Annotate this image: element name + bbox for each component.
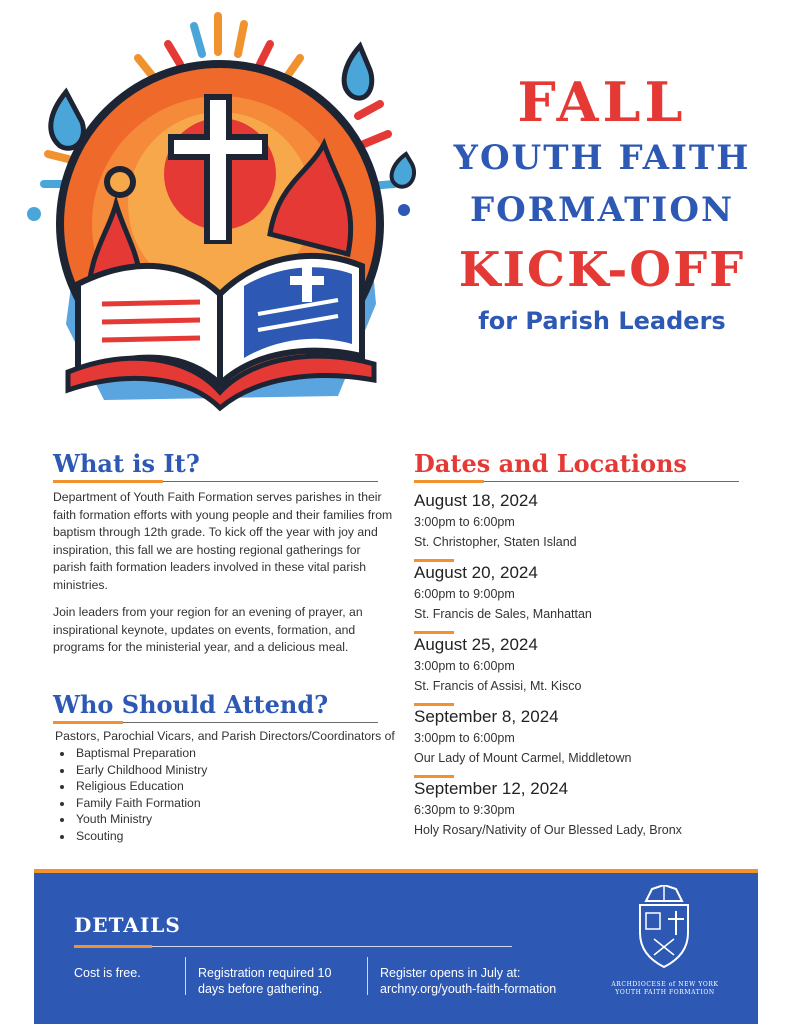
event-location: Holy Rosary/Nativity of Our Blessed Lady, Bronx [414, 823, 682, 837]
what-accent [53, 480, 163, 483]
list-item: • Religious Education [74, 778, 207, 795]
event-time: 3:00pm to 6:00pm [414, 659, 515, 673]
event-time: 3:00pm to 6:00pm [414, 515, 515, 529]
event-item [414, 706, 754, 778]
event-date: August 20, 2024 [414, 563, 538, 582]
event-item [414, 490, 754, 562]
who-should-attend-heading: Who Should Attend? [53, 690, 329, 719]
event-date: August 18, 2024 [414, 491, 538, 510]
list-item: • Family Faith Formation [74, 795, 207, 812]
list-item: • Scouting [74, 828, 207, 845]
what-paragraph-2: Join leaders from your region for an evening of prayer, an inspirational keynote, updates on events, formation, and programs for the ministerial year, and a delicious meal. [53, 605, 363, 654]
registration-line-2: days before gathering. [198, 982, 323, 996]
event-date: August 25, 2024 [414, 635, 538, 654]
what-paragraph-1: Department of Youth Faith Formation serves parishes in their faith formation efforts with young people and their families from baptism through 12th grade. To kick off the year with joy and inspiration, this fall we are hosting regional gatherings for parish faith formation leaders involved in these vital parish ministries. [53, 490, 393, 592]
attend-accent [53, 721, 123, 724]
event-title [432, 72, 772, 340]
what-is-it-heading: What is It? [53, 449, 200, 478]
list-item: • Youth Ministry [74, 811, 207, 828]
event-location: Our Lady of Mount Carmel, Middletown [414, 751, 632, 765]
title-fall: FALL [517, 70, 687, 134]
event-item [414, 634, 754, 706]
footer-divider [367, 957, 368, 995]
event-time: 3:00pm to 6:00pm [414, 731, 515, 745]
event-time: 6:30pm to 9:30pm [414, 803, 515, 817]
title-kick-off: KICK-OFF [458, 242, 746, 298]
attend-intro: Pastors, Parochial Vicars, and Parish Directors/Coordinators of [55, 729, 395, 743]
title-for-parish-leaders: for Parish Leaders [478, 307, 726, 335]
organization-name [600, 981, 730, 997]
archdiocese-crest-icon [634, 885, 694, 969]
event-item [414, 778, 754, 850]
attend-list [58, 745, 207, 844]
title-youth-faith: YOUTH FAITH [453, 138, 751, 178]
org-line-2: YOUTH FAITH FORMATION [615, 989, 715, 996]
details-accent [74, 945, 152, 948]
list-item: • Early Childhood Ministry [74, 762, 207, 779]
event-time: 6:00pm to 9:00pm [414, 587, 515, 601]
details-heading: DETAILS [74, 913, 181, 937]
title-formation: FORMATION [469, 190, 735, 230]
registration-note [198, 965, 358, 997]
footer-divider [185, 957, 186, 995]
cost-text: Cost is free. [74, 966, 141, 980]
event-location: St. Francis of Assisi, Mt. Kisco [414, 679, 582, 693]
event-location: St. Francis de Sales, Manhattan [414, 607, 592, 621]
registration-link[interactable]: archny.org/youth-faith-formation [380, 982, 557, 996]
event-list [414, 490, 754, 850]
registration-line-1: Registration required 10 [198, 966, 332, 980]
dates-accent [414, 480, 484, 483]
event-location: St. Christopher, Staten Island [414, 535, 577, 549]
faith-formation-logo [8, 4, 428, 424]
dates-locations-heading: Dates and Locations [414, 449, 687, 478]
details-footer [34, 873, 758, 1024]
details-rule [152, 946, 512, 947]
event-date: September 12, 2024 [414, 779, 569, 798]
org-line-1: ARCHDIOCESE of NEW YORK [611, 981, 719, 988]
event-date: September 8, 2024 [414, 707, 559, 726]
list-item: • Baptismal Preparation [74, 745, 207, 762]
opens-line-1: Register opens in July at: [380, 966, 521, 980]
registration-opens [380, 965, 600, 997]
event-item [414, 562, 754, 634]
